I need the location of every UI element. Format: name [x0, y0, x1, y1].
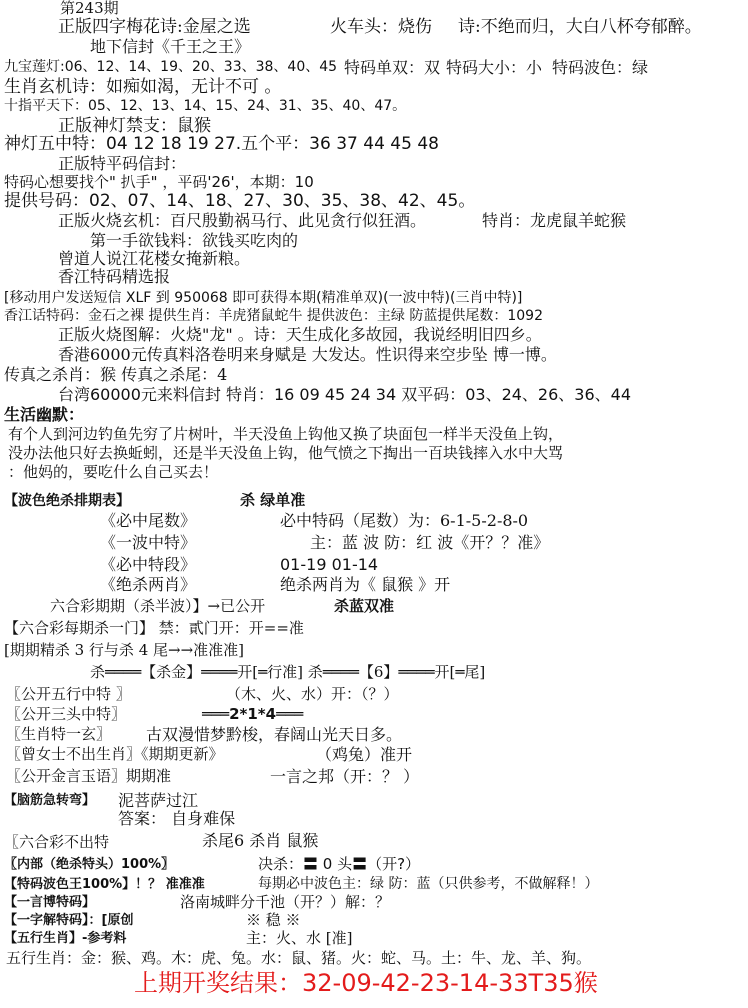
bose-row-value: 绝杀两肖为《 鼠猴 》开 — [280, 575, 451, 594]
xg-title: 香江特码精选报 — [58, 267, 171, 286]
bose-title: 【波色绝杀排期表】 — [4, 493, 130, 509]
bose-row-value: 主：蓝 波 防：红 波《开？？准》 — [310, 533, 550, 552]
bose-row-value: 必中特码（尾数）为：6-1-5-2-8-0 — [280, 511, 529, 530]
qianliao-line: 第一手欲钱料：欲钱买吃肉的 — [90, 231, 299, 250]
wave-color: 特码波色：绿 — [552, 58, 649, 77]
huoshao-line: 正版火烧玄机：百尺殷勤祸马行、此见贪行似狂酒。 — [58, 211, 427, 230]
bose-row-key: 《必中特段》 — [100, 555, 197, 574]
neibu-value: 决杀：〓 0 头〓（开?） — [258, 855, 421, 873]
poem-line: 诗:不绝而归，大白八杯夸郁醉。 — [458, 17, 702, 37]
zengnv-value: （鸡兔）准开 — [316, 745, 413, 764]
chuanzhen-line: 传真之杀肖：猴 传真之杀尾：4 — [4, 365, 228, 384]
yimen-line: 【六合彩每期杀一门】 禁：貳门开：开==准 — [4, 619, 304, 637]
huoshao-shengxiao: 特肖：龙虎鼠羊蛇猴 — [482, 211, 627, 230]
xjh-line: 香江话特码：金石之裸 提供生肖：羊虎猪鼠蛇牛 提供波色：主绿 防蓝提供尾数：1092 — [4, 308, 543, 324]
shizhi-line: 十指平天下：05、12、13、14、15、24、31、35、40、47。 — [4, 98, 407, 114]
single-double: 特码单双：双 — [344, 58, 441, 77]
xuanji-poem: 生肖玄机诗：如痴如渴，无计不可 。 — [4, 77, 282, 97]
sanxiao-key: 〖公开三头中特〗 — [6, 705, 127, 723]
tezhe-value: 古双漫惜梦黔梭，春阔山光天日多。 — [146, 725, 403, 744]
buchu-key: 〖六合彩不出特 — [4, 833, 110, 851]
size: 特码大小：小 — [446, 58, 543, 77]
humor-line: 没办法他只好去换蚯蚓，还是半天没鱼上钩，他气愤之下掏出一百块钱摔入水中大骂 — [8, 444, 564, 462]
bose-row-value: 01-19 01-14 — [280, 555, 379, 574]
wuxing-list: 五行生肖：金：猴、鸡。木：虎、兔。水：鼠、猪。火：蛇、马。土：牛、龙、羊、狗。 — [6, 949, 592, 967]
tebose-value: 每期必中波色主：绿 防：蓝（只供参考，不做解释！） — [258, 876, 599, 892]
qiqijing-line: [期期精杀 3 行与杀 4 尾→→准准准] — [4, 641, 245, 659]
wuxingsx-key: 【五行生肖】-参考料 — [4, 931, 127, 946]
bose-row-key: 《绝杀两肖》 — [100, 575, 197, 594]
buchu-value: 杀尾6 杀肖 鼠猴 — [202, 831, 319, 850]
shajin-line: 杀════【杀金】════开[═行准] 杀════【6】════开[═尾] — [90, 663, 486, 681]
bose-row-key: 《必中尾数》 — [100, 511, 197, 530]
tebose-key: 【特码波色王100%】！？ 准准准 — [4, 877, 205, 892]
tigong-line: 提供号码：02、07、14、18、27、30、35、38、42、45。 — [4, 191, 476, 211]
train-head: 火车头：烧伤 — [330, 17, 432, 37]
naojin-answer: 答案： 自身难保 — [118, 809, 236, 828]
issue-number: 第243期 — [60, 0, 119, 17]
poem-title: 正版四字梅花诗:金屋之选 — [58, 17, 251, 37]
humor-line: ：他妈的，要吃什么自己买去！ — [8, 463, 219, 481]
humor-title: 生活幽默： — [4, 405, 85, 424]
liuhe-banbo: 六合彩期期（杀半波）】→已公开 — [50, 597, 266, 615]
humor-line: 有个人到河边钓鱼先穷了片树叶，半天没鱼上钩他又换了块面包一样半天没鱼上钩， — [8, 425, 564, 443]
kill-lanshuang: 杀蓝双准 — [334, 597, 395, 615]
sms-line: [移动用户发送短信 XLF 到 950068 即可获得本期(精准单双)(一波中特)(三肖中特)] — [4, 290, 523, 306]
sanxiao-value: ═══2*1*4═══ — [202, 705, 304, 723]
wuxing-value: （木、火、水）开：（？） — [226, 685, 399, 703]
xinxiang-line: 特码心想要找个" 扒手" ，平码'26'，本期：10 — [4, 173, 314, 191]
yizi-key: 【一字解特码】：[原创 — [4, 913, 134, 928]
underground-envelope: 地下信封《千王之王》 — [90, 37, 251, 56]
huotu-line: 正版火烧图解：火烧"龙" 。诗：天生成化多故园，我说经明旧四乡。 — [58, 325, 542, 344]
naojin-key: 【脑筋急转弯】 — [4, 793, 96, 808]
taiwan-line: 台湾60000元来料信封 特肖：16 09 45 24 34 双平码：03、24、26、36、44 — [58, 385, 632, 404]
tezhe-key: 〖生肖特一玄〗 — [6, 725, 112, 743]
neibu-key: 〖内部（绝杀特头）100%〗 — [4, 857, 175, 872]
ceng-line: 曾道人说江花楼女掩新粮。 — [58, 249, 251, 268]
jinyan-value: 一言之邦（开：？ ） — [270, 767, 420, 786]
shendeng-line: 神灯五中特：04 12 18 19 27.五个平：36 37 44 45 48 — [4, 134, 439, 154]
wuxing-key: 〖公开五行中特 〗 — [6, 685, 131, 703]
hk6000-line: 香港6000元传真料洛卷明来身赋是 大发达。性识得来空步坠 博一博。 — [58, 345, 557, 364]
pingma-title: 正版特平码信封： — [58, 154, 187, 173]
bose-kill: 杀 绿单准 — [240, 491, 306, 509]
jinyan-key: 〖公开金言玉语〗期期准 — [6, 767, 172, 785]
last-draw-result: 上期开奖结果：32-09-42-23-14-33T35猴 — [134, 969, 598, 997]
yiyan-value: 洛南城畔分千池（开？）解：？ — [180, 893, 391, 911]
wuxingsx-value: 主：火、水 [准] — [246, 929, 353, 947]
zengnv-key: 〖曾女士不出生肖〗《期期更新》 — [6, 745, 224, 763]
bose-row-key: 《一波中特》 — [100, 533, 197, 552]
yizi-value: ※ 稳 ※ — [246, 911, 301, 929]
naojin-question: 泥菩萨过江 — [118, 791, 199, 810]
jiubao-lamp: 九宝莲灯:06、12、14、19、20、33、38、40、45 — [4, 59, 338, 75]
jindeng-line: 正版神灯禁支：鼠猴 — [58, 116, 211, 136]
yiyan-key: 【一言博特码】 — [4, 895, 96, 910]
